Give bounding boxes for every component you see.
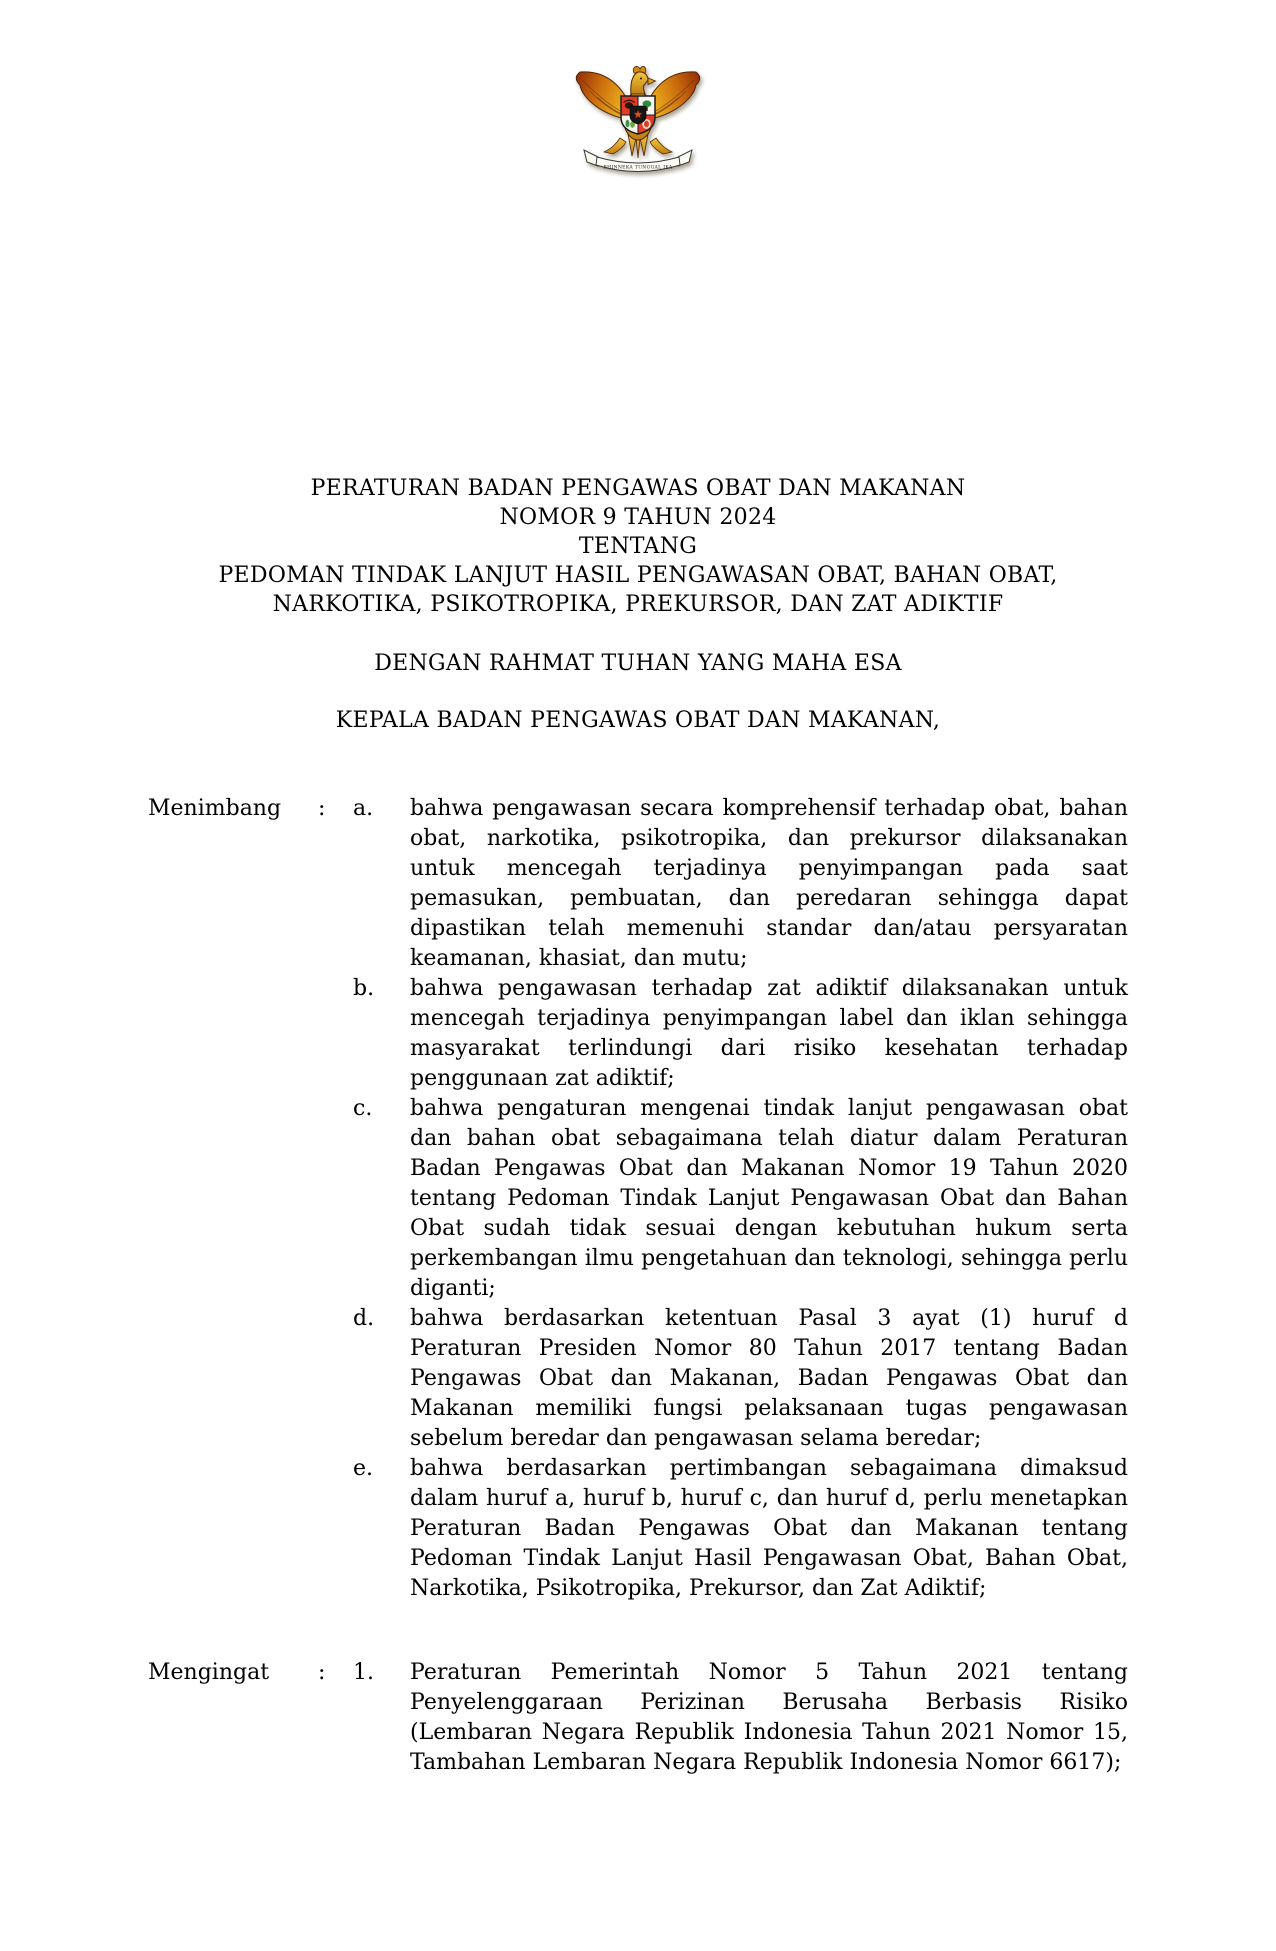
considering-label: Menimbang [148,796,282,821]
invocation-line: DENGAN RAHMAT TUHAN YANG MAHA ESA [374,651,902,676]
item-marker: d. [353,1306,375,1331]
title-line-subject-1: PEDOMAN TINDAK LANJUT HASIL PENGAWASAN OBAT, BAHAN OBAT, [218,563,1058,588]
title-line-number: NOMOR 9 TAHUN 2024 [499,505,777,530]
recalling-label: Mengingat [148,1660,270,1685]
title-line-tentang: TENTANG [578,534,698,559]
pancasila-shield [621,96,655,134]
considering-item-e [353,1454,1128,1604]
considering-section [148,794,1128,1604]
item-marker: a. [353,796,374,821]
considering-colon: : [318,796,326,821]
considering-item-a [353,794,1128,974]
recalling-items [353,1658,1128,1778]
garuda-head [631,66,656,94]
regulation-title [0,474,1276,619]
recalling-colon: : [318,1660,326,1685]
item-marker: b. [353,976,375,1001]
considering-item-d [353,1304,1128,1454]
title-line-subject-2: NARKOTIKA, PSIKOTROPIKA, PREKURSOR, DAN ZAT ADIKTIF [272,592,1004,617]
item-text: Peraturan Pemerintah Nomor 5 Tahun 2021 tentang Penyelenggaraan Perizinan Berusaha Berbasis Risiko (Lembaran Negara Republik Indonesia Tahun 2021 Nomor 15, Tambahan Lembaran Negara Republik Indonesia Nomor 6617); [410,1660,1128,1775]
item-marker: e. [353,1456,374,1481]
garuda-right-claw [650,138,672,154]
garuda-left-claw [604,138,626,154]
item-text: bahwa berdasarkan ketentuan Pasal 3 ayat (1) huruf d Peraturan Presiden Nomor 80 Tahun 2017 tentang Badan Pengawas Obat dan Makanan, Badan Pengawas Obat dan Makanan memiliki fungsi pelaksanaan tugas pengawasan sebelum beredar dan pengawasan selama beredar; [410,1306,1128,1451]
considering-item-b [353,974,1128,1094]
item-marker: c. [353,1096,373,1121]
considering-items [353,794,1128,1604]
garuda-pancasila-emblem [568,60,708,186]
item-marker: 1. [353,1660,374,1685]
item-text: bahwa pengawasan secara komprehensif terhadap obat, bahan obat, narkotika, psikotropika, dan prekursor dilaksanakan untuk mencegah terjadinya penyimpangan pada saat pemasukan, pembuatan, dan peredaran sehingga dapat dipastikan telah memenuhi standar dan/atau persyaratan keamanan, khasiat, dan mutu; [410,796,1128,971]
emblem-banner-text: BHINNEKA TUNGGAL IKA [603,165,673,171]
item-text: bahwa pengawasan terhadap zat adiktif dilaksanakan untuk mencegah terjadinya penyimpangan label dan iklan sehingga masyarakat terlindungi dari risiko kesehatan terhadap penggunaan zat adiktif; [410,976,1128,1091]
item-text: bahwa berdasarkan pertimbangan sebagaimana dimaksud dalam huruf a, huruf b, huruf c, dan huruf d, perlu menetapkan Peraturan Badan Pengawas Obat dan Makanan tentang Pedoman Tindak Lanjut Hasil Pengawasan Obat, Bahan Obat, Narkotika, Psikotropika, Prekursor, dan Zat Adiktif; [410,1456,1128,1601]
title-line-regulation: PERATURAN BADAN PENGAWAS OBAT DAN MAKANAN [310,476,966,501]
recalling-section [148,1658,1128,1778]
recalling-item-1 [353,1658,1128,1778]
considering-item-c [353,1094,1128,1304]
issuer-line: KEPALA BADAN PENGAWAS OBAT DAN MAKANAN, [335,708,941,733]
item-text: bahwa pengaturan mengenai tindak lanjut pengawasan obat dan bahan obat sebagaimana telah diatur dalam Peraturan Badan Pengawas Obat dan Makanan Nomor 19 Tahun 2020 tentang Pedoman Tindak Lanjut Pengawasan Obat dan Bahan Obat sudah tidak sesuai dengan kebutuhan hukum serta perkembangan ilmu pengetahuan dan teknologi, sehingga perlu diganti; [410,1096,1128,1301]
